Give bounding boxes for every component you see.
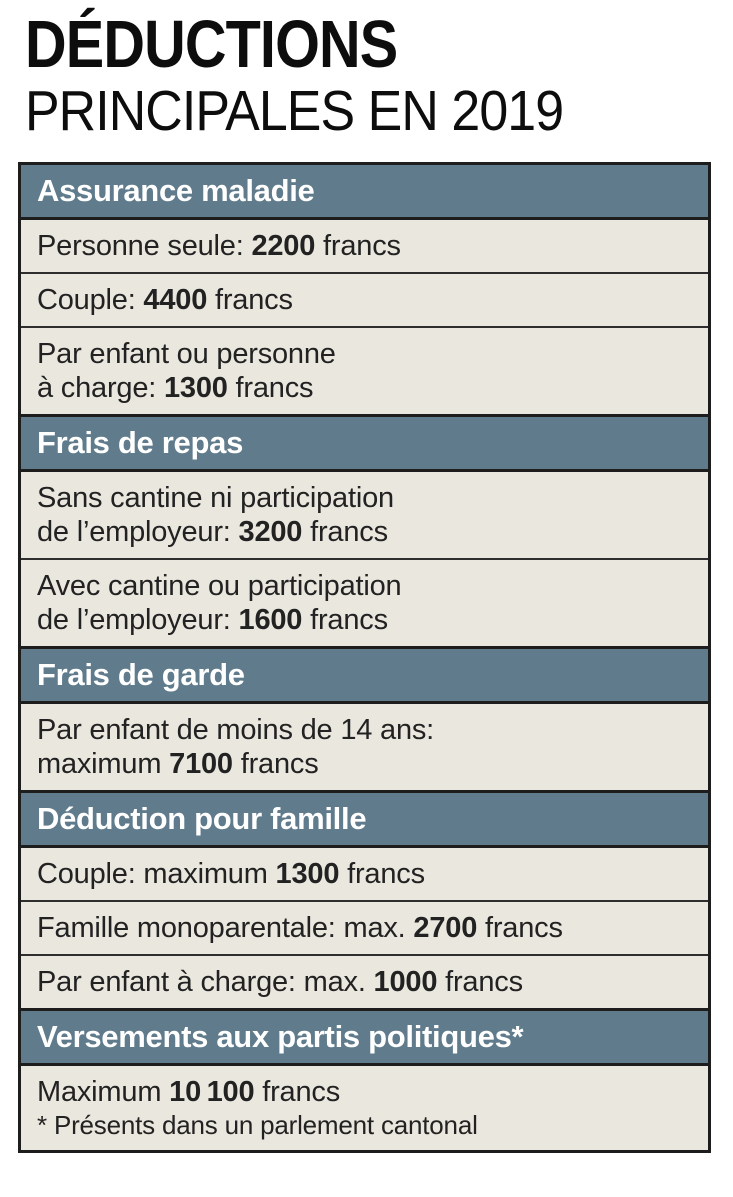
row-text: francs xyxy=(315,229,401,262)
row-line xyxy=(37,283,692,317)
section-header: Assurance maladie xyxy=(21,165,708,220)
row-line xyxy=(37,747,692,781)
table-row xyxy=(21,704,708,790)
row-text: de l’employeur: xyxy=(37,515,239,548)
row-text: francs xyxy=(302,515,388,548)
row-line xyxy=(37,713,692,747)
row-text: * Présents dans un parlement cantonal xyxy=(37,1109,478,1140)
row-text: Personne seule: xyxy=(37,229,252,262)
row-line xyxy=(37,515,692,549)
title-block xyxy=(0,0,733,143)
row-text: à charge: xyxy=(37,371,164,404)
amount-value: 4400 xyxy=(143,283,208,316)
amount-value: 3200 xyxy=(238,515,303,548)
amount-value: 2200 xyxy=(251,229,316,262)
row-text: francs xyxy=(254,1075,341,1108)
row-text: francs xyxy=(232,747,319,780)
section-assurance-maladie xyxy=(21,165,708,414)
row-text: francs xyxy=(227,371,314,404)
section-versements-partis-politiques xyxy=(21,1008,708,1150)
row-line xyxy=(37,481,692,515)
row-line xyxy=(37,911,692,945)
row-line xyxy=(37,603,692,637)
row-text: francs xyxy=(302,603,388,636)
section-frais-de-garde xyxy=(21,646,708,790)
row-line xyxy=(37,371,692,405)
row-text: Avec cantine ou participation xyxy=(37,569,402,602)
row-text: Maximum xyxy=(37,1075,170,1108)
section-header: Frais de garde xyxy=(21,646,708,704)
amount-value: 1000 xyxy=(373,965,438,998)
row-line xyxy=(37,965,692,999)
amount-value: 1300 xyxy=(275,857,340,890)
row-text: Par enfant à charge: max. xyxy=(37,965,374,998)
row-text: francs xyxy=(437,965,523,998)
table-row xyxy=(21,954,708,1008)
section-frais-de-repas xyxy=(21,414,708,646)
amount-value: 1600 xyxy=(238,603,303,636)
table-row xyxy=(21,900,708,954)
row-text: maximum xyxy=(37,747,170,780)
table-row xyxy=(21,472,708,558)
row-text: Par enfant de moins de 14 ans: xyxy=(37,713,435,746)
section-header: Frais de repas xyxy=(21,414,708,472)
row-line xyxy=(37,569,692,603)
page-subtitle: PRINCIPALES EN 2019 xyxy=(25,78,564,143)
section-header: Versements aux partis politiques* xyxy=(21,1008,708,1066)
row-text: francs xyxy=(477,911,563,944)
amount-value: 7100 xyxy=(169,747,233,780)
row-line xyxy=(37,229,692,263)
table-row xyxy=(21,326,708,414)
amount-value: 10 100 xyxy=(169,1075,255,1108)
table-row xyxy=(21,848,708,900)
page-title: DÉDUCTIONS xyxy=(25,7,398,82)
row-text: Par enfant ou personne xyxy=(37,337,336,370)
section-header: Déduction pour famille xyxy=(21,790,708,848)
row-text: Couple: xyxy=(37,283,144,316)
footnote-line xyxy=(37,1109,692,1141)
section-deduction-pour-famille xyxy=(21,790,708,1008)
row-text: Couple: maximum xyxy=(37,857,276,890)
row-text: francs xyxy=(207,283,293,316)
table-row xyxy=(21,558,708,646)
row-line xyxy=(37,1075,692,1109)
row-text: Sans cantine ni participation xyxy=(37,481,394,514)
deductions-table xyxy=(18,162,711,1153)
row-text: Famille monoparentale: max. xyxy=(37,911,414,944)
table-row xyxy=(21,272,708,326)
row-text: francs xyxy=(339,857,425,890)
amount-value: 1300 xyxy=(163,371,228,404)
table-row xyxy=(21,1066,708,1150)
amount-value: 2700 xyxy=(413,911,478,944)
row-line xyxy=(37,857,692,891)
row-text: de l’employeur: xyxy=(37,603,239,636)
row-line xyxy=(37,337,692,371)
table-row xyxy=(21,220,708,272)
